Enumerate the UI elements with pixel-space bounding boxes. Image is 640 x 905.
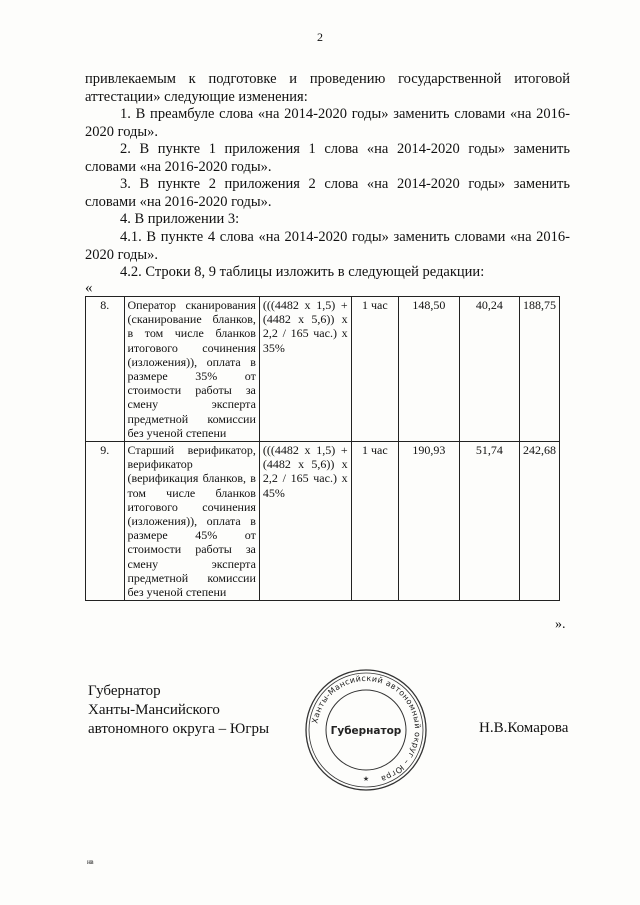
- paragraph-item-1: 1. В преамбуле слова «на 2014-2020 годы» заменить словами «на 2016-2020 годы».: [85, 106, 570, 140]
- row-number: 9.: [86, 442, 125, 601]
- value-cell: 242,68: [520, 442, 560, 601]
- paragraph-item-4: 4. В приложении 3:: [120, 211, 240, 227]
- position-description: Старший верификатор, верификатор (верификация бланков, в том числе бланков итогового сочинения (изложения)), оплата в размере 45% от стоимости работы за смену эксперта предметной комиссии без ученой степени: [124, 442, 259, 601]
- rates-table: [85, 296, 560, 601]
- value-cell: 148,50: [399, 297, 460, 442]
- official-seal: [304, 668, 428, 792]
- paragraph-item-4-1: 4.1. В пункте 4 слова «на 2014-2020 годы» заменить словами «на 2016-2020 годы».: [85, 229, 570, 263]
- paragraph-item-3: 3. В пункте 2 приложения 2 слова «на 2014-2020 годы» заменить словами «на 2016-2020 годы».: [85, 176, 570, 210]
- signatory-title: [88, 682, 269, 739]
- signatory-title-line: Ханты-Мансийского: [88, 702, 220, 718]
- closing-quote: ».: [555, 617, 566, 632]
- table-row: [86, 442, 560, 601]
- seal-ring-text: Ханты-Мансийский автономный округ – Югра: [310, 673, 423, 784]
- page-number: 2: [317, 30, 323, 44]
- page-code: нв: [87, 858, 94, 866]
- value-cell: 188,75: [520, 297, 560, 442]
- paragraph-item-2: 2. В пункте 1 приложения 1 слова «на 2014-2020 годы» заменить словами «на 2016-2020 годы».: [85, 141, 570, 175]
- position-description: Оператор сканирования (сканирование бланков, в том числе бланков итогового сочинения (изложения)), оплата в размере 35% от стоимости работы за смену эксперта предметной комиссии без ученой степени: [124, 297, 259, 442]
- seal-center-text: Губернатор: [330, 725, 402, 737]
- paragraph-item-4-2: 4.2. Строки 8, 9 таблицы изложить в следующей редакции:: [120, 264, 485, 280]
- seal-star-icon: ★: [362, 775, 370, 783]
- paragraph-intro: привлекаемым к подготовке и проведению государственной итоговой аттестации» следующие изменения:: [85, 71, 570, 105]
- rate-formula: (((4482 x 1,5) + (4482 x 5,6)) x 2,2 / 165 час.) x 35%: [259, 297, 351, 442]
- signatory-title-line: Губернатор: [88, 683, 161, 699]
- value-cell: 190,93: [399, 442, 460, 601]
- signatory-title-line: автономного округа – Югры: [88, 721, 270, 737]
- unit-cell: 1 час: [351, 297, 398, 442]
- signatory-name: Н.В.Комарова: [479, 720, 569, 736]
- value-cell: 51,74: [459, 442, 519, 601]
- unit-cell: 1 час: [351, 442, 398, 601]
- table-row: [86, 297, 560, 442]
- rate-formula: (((4482 x 1,5) + (4482 x 5,6)) x 2,2 / 165 час.) x 45%: [259, 442, 351, 601]
- row-number: 8.: [86, 297, 125, 442]
- value-cell: 40,24: [459, 297, 519, 442]
- opening-quote: «: [85, 280, 93, 296]
